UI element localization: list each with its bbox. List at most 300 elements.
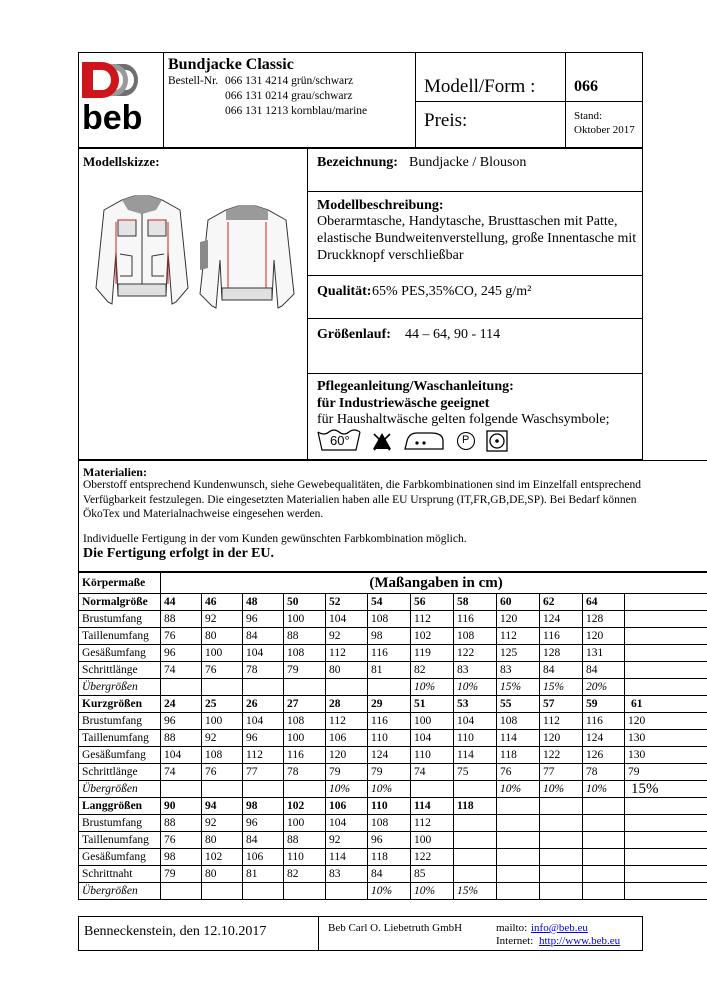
table-cell: 84 (368, 866, 411, 883)
table-cell (583, 849, 625, 866)
table-cell: 112 (540, 713, 583, 730)
footer-web-link[interactable]: http://www.beb.eu (539, 935, 621, 947)
table-cell: 88 (161, 730, 202, 747)
table-cell (625, 645, 707, 662)
footer-place-date: Benneckenstein, den 12.10.2017 (84, 924, 267, 939)
care-industrial: für Industriewäsche geeignet (317, 396, 490, 411)
size-header-cell: 106 (326, 798, 368, 815)
materials-label: Materialien: (83, 465, 147, 479)
table-cell: 75 (454, 764, 497, 781)
order-line-1: 066 131 4214 grün/schwarz (225, 75, 354, 87)
description-line-2: elastische Bundweitenverstellung, große Innentasche mit (317, 231, 637, 246)
table-row (79, 883, 707, 900)
row-label: Gesäßumfang (79, 645, 161, 662)
size-header-cell: 90 (161, 798, 202, 815)
table-cell: 82 (411, 662, 454, 679)
table-cell: 102 (202, 849, 243, 866)
table-cell: 122 (454, 645, 497, 662)
table-cell: 106 (326, 730, 368, 747)
table-cell (625, 866, 707, 883)
size-header-cell: 48 (243, 594, 284, 611)
footer-mail-label: mailto: (496, 922, 528, 934)
row-label: Schrittnaht (79, 866, 161, 883)
table-cell (625, 815, 707, 832)
table-header-label: Körpermaße (79, 573, 161, 594)
table-cell: 82 (284, 866, 326, 883)
row-label: Brustumfang (79, 713, 161, 730)
product-title: Bundjacke Classic (168, 56, 294, 73)
table-cell: 10% (497, 781, 540, 798)
row-label: Taillenumfang (79, 730, 161, 747)
table-cell (202, 781, 243, 798)
table-cell (540, 832, 583, 849)
table-cell: 116 (540, 628, 583, 645)
table-cell: 116 (368, 713, 411, 730)
description-line-1: Oberarmtasche, Handytasche, Brusttaschen mit Patte, (317, 214, 618, 229)
table-cell: 124 (583, 730, 625, 747)
table-cell: 15% (454, 883, 497, 900)
size-header-cell: 53 (454, 696, 497, 713)
table-cell: 108 (454, 628, 497, 645)
header-divider-logo (163, 52, 164, 148)
table-cell (497, 866, 540, 883)
table-cell: 112 (411, 611, 454, 628)
table-cell: 20% (583, 679, 625, 696)
table-cell: 92 (202, 815, 243, 832)
footer-mail-link[interactable]: info@beb.eu (531, 922, 588, 934)
table-header-title: (Maßangaben in cm) (161, 573, 707, 594)
table-row (79, 730, 707, 747)
size-header-cell (583, 798, 625, 815)
table-cell (202, 679, 243, 696)
measurements-table (78, 572, 707, 900)
size-header-cell: 94 (202, 798, 243, 815)
sizes-value: 44 – 64, 90 - 114 (405, 327, 501, 342)
table-cell: 92 (326, 628, 368, 645)
table-title-row (79, 573, 707, 594)
table-cell: 79 (284, 662, 326, 679)
table-cell: 15% (625, 781, 707, 798)
dry-clean-icon (456, 431, 476, 451)
table-cell: 100 (284, 730, 326, 747)
table-cell (161, 679, 202, 696)
quality-value: 65% PES,35%CO, 245 g/m² (372, 284, 532, 299)
designation-value: Bundjacke / Blouson (409, 155, 527, 170)
size-header-cell: 110 (368, 798, 411, 815)
table-cell: 126 (583, 747, 625, 764)
table-row (79, 679, 707, 696)
materials-line-1: Oberstoff entsprechend Kundenwunsch, siehe Gewebequalitäten, die Farbkombinationen sind im Einzelfall entsprechend (83, 479, 642, 491)
size-header-cell: 59 (583, 696, 625, 713)
size-header-cell: 114 (411, 798, 454, 815)
table-cell: 104 (161, 747, 202, 764)
size-header-cell: 50 (284, 594, 326, 611)
table-cell (625, 662, 707, 679)
table-cell: 74 (161, 764, 202, 781)
row-divider-3 (307, 318, 643, 319)
size-header-cell (625, 594, 707, 611)
table-cell: 83 (326, 866, 368, 883)
table-cell: 108 (284, 713, 326, 730)
table-cell: 10% (326, 781, 368, 798)
jacket-back-sketch (196, 200, 298, 312)
order-line-2: 066 131 0214 grau/schwarz (225, 90, 353, 102)
table-cell: 76 (202, 764, 243, 781)
size-header-cell: 55 (497, 696, 540, 713)
table-cell (625, 628, 707, 645)
price-label: Preis: (424, 110, 468, 131)
size-header-cell: 64 (583, 594, 625, 611)
table-cell: 108 (284, 645, 326, 662)
table-cell: 76 (202, 662, 243, 679)
row-label: Schrittlänge (79, 764, 161, 781)
table-cell: 80 (326, 662, 368, 679)
table-cell: 10% (411, 883, 454, 900)
table-cell: 100 (202, 645, 243, 662)
table-cell: 98 (368, 628, 411, 645)
quality-label: Qualität: (317, 284, 372, 299)
materials-eu: Die Fertigung erfolgt in der EU. (83, 546, 275, 561)
table-cell: 112 (411, 815, 454, 832)
table-cell (243, 781, 284, 798)
size-header-cell: 52 (326, 594, 368, 611)
row-label: Brustumfang (79, 815, 161, 832)
designation-label: Bezeichnung: (317, 155, 398, 170)
table-row (79, 781, 707, 798)
table-cell: 120 (583, 628, 625, 645)
footer-divider (318, 916, 319, 951)
table-cell: 100 (284, 815, 326, 832)
table-cell (454, 781, 497, 798)
size-header-row-long (79, 798, 707, 815)
row-label: Brustumfang (79, 611, 161, 628)
table-cell: 80 (202, 866, 243, 883)
table-cell: 122 (411, 849, 454, 866)
table-cell: 88 (161, 611, 202, 628)
table-row (79, 662, 707, 679)
table-cell: 100 (411, 832, 454, 849)
row-label: Taillenumfang (79, 628, 161, 645)
table-cell: 83 (497, 662, 540, 679)
table-row (79, 747, 707, 764)
table-cell (583, 815, 625, 832)
table-cell: 102 (411, 628, 454, 645)
table-cell: 79 (625, 764, 707, 781)
header-divider-value (565, 52, 566, 148)
table-cell: 80 (202, 832, 243, 849)
row-divider-1 (307, 191, 643, 192)
table-cell: 131 (583, 645, 625, 662)
table-cell: 106 (243, 849, 284, 866)
stand-value: Oktober 2017 (574, 124, 635, 136)
table-cell: 15% (540, 679, 583, 696)
table-cell: 116 (368, 645, 411, 662)
model-label: Modell/Form : (424, 76, 536, 97)
table-cell (284, 883, 326, 900)
table-cell: 92 (202, 730, 243, 747)
table-cell: 96 (161, 645, 202, 662)
size-header-cell: 24 (161, 696, 202, 713)
table-row (79, 713, 707, 730)
table-cell (625, 832, 707, 849)
table-cell: 112 (326, 645, 368, 662)
beb-logo (80, 56, 160, 144)
table-cell: 112 (326, 713, 368, 730)
table-cell: 124 (540, 611, 583, 628)
materials-line-3: ÖkoTex und Materialnachweise eingesehen werden. (83, 508, 324, 520)
size-group-label: Langgrößen (79, 798, 161, 815)
table-cell (625, 849, 707, 866)
table-cell: 10% (368, 781, 411, 798)
footer-company: Beb Carl O. Liebetruth GmbH (328, 922, 463, 934)
table-cell: 125 (497, 645, 540, 662)
table-cell (326, 679, 368, 696)
size-header-cell: 27 (284, 696, 326, 713)
table-cell (454, 815, 497, 832)
table-cell: 78 (243, 662, 284, 679)
table-cell: 79 (368, 764, 411, 781)
table-cell: 104 (411, 730, 454, 747)
table-cell: 120 (540, 730, 583, 747)
wash-60-icon (316, 428, 362, 452)
row-label: Übergrößen (79, 883, 161, 900)
sketch-label: Modellskizze: (83, 154, 160, 169)
size-group-label: Normalgröße (79, 594, 161, 611)
table-cell (497, 849, 540, 866)
table-cell (202, 883, 243, 900)
table-cell: 96 (243, 611, 284, 628)
table-cell (497, 815, 540, 832)
table-cell: 104 (326, 815, 368, 832)
size-header-cell: 57 (540, 696, 583, 713)
table-cell: 96 (368, 832, 411, 849)
stand-label: Stand: (574, 110, 603, 122)
table-cell: 88 (161, 815, 202, 832)
size-header-cell: 51 (411, 696, 454, 713)
footer-web-label: Internet: (496, 935, 534, 947)
table-cell: 112 (497, 628, 540, 645)
size-header-cell (497, 798, 540, 815)
model-section-divider (307, 148, 308, 460)
table-cell (583, 866, 625, 883)
tumble-dry-icon (485, 429, 509, 453)
size-header-cell: 29 (368, 696, 411, 713)
table-cell: 110 (368, 730, 411, 747)
table-cell: 100 (284, 611, 326, 628)
materials-individual: Individuelle Fertigung in der vom Kunden gewünschten Farbkombination möglich. (83, 533, 467, 545)
table-cell (161, 781, 202, 798)
row-label: Gesäßumfang (79, 747, 161, 764)
table-cell: 110 (284, 849, 326, 866)
size-header-cell: 56 (411, 594, 454, 611)
size-header-cell: 58 (454, 594, 497, 611)
table-cell (243, 883, 284, 900)
table-row (79, 815, 707, 832)
size-header-cell: 118 (454, 798, 497, 815)
size-group-label: Kurzgrößen (79, 696, 161, 713)
size-header-cell: 102 (284, 798, 326, 815)
size-header-row-normal (79, 594, 707, 611)
table-cell: 122 (540, 747, 583, 764)
size-header-cell: 46 (202, 594, 243, 611)
iron-icon (403, 431, 445, 451)
no-bleach-icon (372, 431, 392, 451)
materials-line-2: Verfügbarkeit festzulegen. Die eingesetzten Materialien haben alle EU Ursprung (IT,FR,GB,DE,SP). Bei Bedarf können (83, 494, 637, 506)
table-cell: 98 (161, 849, 202, 866)
table-row (79, 866, 707, 883)
table-cell: 10% (454, 679, 497, 696)
table-cell (243, 679, 284, 696)
table-cell: 104 (326, 611, 368, 628)
size-header-row-short (79, 696, 707, 713)
table-cell: 118 (497, 747, 540, 764)
row-label: Übergrößen (79, 679, 161, 696)
table-cell (625, 679, 707, 696)
table-cell: 114 (326, 849, 368, 866)
table-cell (625, 883, 707, 900)
description-label: Modellbeschreibung: (317, 198, 444, 213)
table-cell (540, 883, 583, 900)
table-row (79, 645, 707, 662)
table-cell: 74 (161, 662, 202, 679)
table-cell: 85 (411, 866, 454, 883)
row-label: Übergrößen (79, 781, 161, 798)
table-cell (583, 883, 625, 900)
table-cell: 76 (161, 628, 202, 645)
jacket-front-sketch (92, 192, 192, 308)
table-cell: 108 (368, 611, 411, 628)
logo-text: beb (82, 99, 143, 137)
table-cell: 114 (454, 747, 497, 764)
table-cell: 96 (243, 815, 284, 832)
table-cell: 112 (243, 747, 284, 764)
size-header-cell: 60 (497, 594, 540, 611)
header-divider-model (415, 52, 416, 148)
table-row (79, 849, 707, 866)
table-cell: 128 (540, 645, 583, 662)
table-cell: 84 (243, 628, 284, 645)
table-cell: 76 (497, 764, 540, 781)
table-cell: 120 (497, 611, 540, 628)
table-cell: 104 (454, 713, 497, 730)
table-cell: 10% (411, 679, 454, 696)
table-cell: 120 (625, 713, 707, 730)
table-cell (625, 611, 707, 628)
size-header-cell: 62 (540, 594, 583, 611)
table-cell (454, 832, 497, 849)
table-cell: 114 (497, 730, 540, 747)
table-cell: 10% (540, 781, 583, 798)
order-line-3: 066 131 1213 kornblau/marine (225, 105, 368, 117)
table-row (79, 832, 707, 849)
table-cell: 120 (326, 747, 368, 764)
care-household: für Haushaltwäsche gelten folgende Waschsymbole; (317, 412, 610, 427)
row-divider-2 (307, 275, 643, 276)
description-line-3: Druckknopf verschließbar (317, 248, 464, 263)
header-divider-horizontal (415, 101, 643, 102)
table-cell: 10% (368, 883, 411, 900)
table-cell: 88 (284, 628, 326, 645)
size-header-cell: 54 (368, 594, 411, 611)
size-header-cell: 26 (243, 696, 284, 713)
table-cell: 10% (583, 781, 625, 798)
table-cell: 74 (411, 764, 454, 781)
table-cell (284, 781, 326, 798)
table-cell (284, 679, 326, 696)
table-cell: 78 (284, 764, 326, 781)
table-cell (411, 781, 454, 798)
table-cell (368, 679, 411, 696)
model-value: 066 (574, 78, 598, 95)
table-cell: 81 (243, 866, 284, 883)
table-cell (326, 883, 368, 900)
table-cell: 119 (411, 645, 454, 662)
table-cell: 110 (454, 730, 497, 747)
table-cell: 92 (326, 832, 368, 849)
size-header-cell: 61 (625, 696, 707, 713)
table-cell: 108 (202, 747, 243, 764)
table-cell: 92 (202, 611, 243, 628)
table-cell: 79 (326, 764, 368, 781)
table-cell: 81 (368, 662, 411, 679)
size-header-cell: 98 (243, 798, 284, 815)
row-label: Gesäßumfang (79, 849, 161, 866)
row-label: Taillenumfang (79, 832, 161, 849)
table-cell: 96 (243, 730, 284, 747)
table-row (79, 764, 707, 781)
table-cell: 78 (583, 764, 625, 781)
sizes-label: Größenlauf: (317, 327, 391, 342)
table-cell: 116 (583, 713, 625, 730)
table-cell: 124 (368, 747, 411, 764)
table-cell: 100 (411, 713, 454, 730)
table-row (79, 628, 707, 645)
table-cell: 84 (540, 662, 583, 679)
size-header-cell (625, 798, 707, 815)
table-cell: 116 (284, 747, 326, 764)
table-cell (583, 832, 625, 849)
table-cell: 108 (368, 815, 411, 832)
table-cell: 104 (243, 645, 284, 662)
table-cell: 77 (540, 764, 583, 781)
table-cell (497, 883, 540, 900)
care-label: Pflegeanleitung/Waschanleitung: (317, 379, 514, 394)
table-cell (540, 815, 583, 832)
size-header-cell: 44 (161, 594, 202, 611)
row-label: Schrittlänge (79, 662, 161, 679)
size-header-cell (540, 798, 583, 815)
table-cell: 15% (497, 679, 540, 696)
table-row (79, 611, 707, 628)
table-cell: 96 (161, 713, 202, 730)
table-cell: 77 (243, 764, 284, 781)
table-cell: 116 (454, 611, 497, 628)
size-header-cell: 25 (202, 696, 243, 713)
table-cell (497, 832, 540, 849)
row-divider-4 (307, 373, 643, 374)
table-cell: 128 (583, 611, 625, 628)
table-cell (454, 849, 497, 866)
table-cell: 84 (583, 662, 625, 679)
wash-temp-text: 60° (330, 433, 350, 448)
table-cell: 84 (243, 832, 284, 849)
table-cell: 130 (625, 730, 707, 747)
table-cell: 83 (454, 662, 497, 679)
table-cell: 80 (202, 628, 243, 645)
table-cell (454, 866, 497, 883)
dry-clean-letter: P (462, 434, 470, 446)
table-cell (540, 849, 583, 866)
